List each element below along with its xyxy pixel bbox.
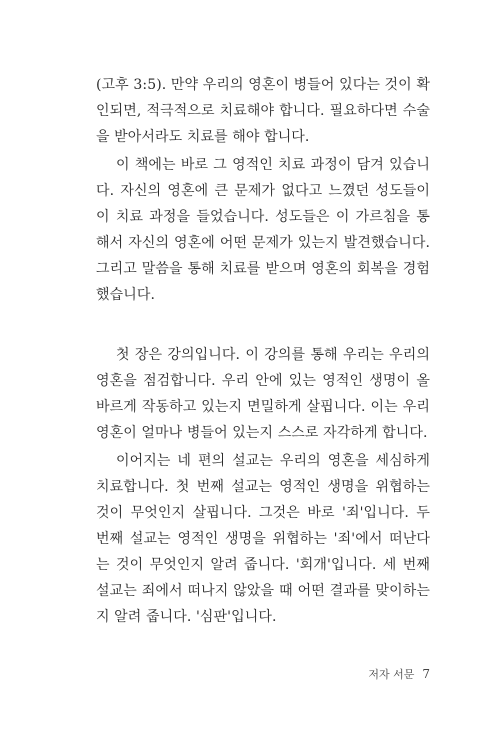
- paragraph: 이어지는 네 편의 설교는 우리의 영혼을 세심하게 치료합니다. 첫 번째 설교는 영적인 생명을 위협하는 것이 무엇인지 살핍니다. 그것은 바로 '죄'입니다. 두 번째 설교는 영적인 생명을 위협하는 '죄'에서 떠난다는 것이 무엇인지 알려 줍니다. '회개'입니다. 세 번째 설교는 죄에서 떠나지 않았을 때 어떤 결과를 맞이하는지 알려 줍니다. '심판'입니다.: [96, 453, 430, 625]
- running-header-title: 저자 서문: [368, 668, 415, 681]
- page-footer: [368, 666, 430, 682]
- page-number: 7: [422, 667, 430, 681]
- body-section-1: [96, 72, 430, 308]
- paragraph: 첫 장은 강의입니다. 이 강의를 통해 우리는 우리의 영혼을 점검합니다. 우리 안에 있는 영적인 생명이 올바르게 작동하고 있는지 면밀하게 살핍니다. 이는 우리 영혼이 얼마나 병들어 있는지 스스로 자각하게 합니다.: [96, 347, 430, 441]
- paragraph: 이 책에는 바로 그 영적인 치료 과정이 담겨 있습니다. 자신의 영혼에 큰 문제가 없다고 느꼈던 성도들이 이 치료 과정을 들었습니다. 성도들은 이 가르침을 통해서 자신의 영혼에 어떤 문제가 있는지 발견했습니다. 그리고 말씀을 통해 치료를 받으며 영혼의 회복을 경험했습니다.: [96, 157, 430, 303]
- body-section-2: [96, 342, 430, 630]
- paragraph: (고후 3:5). 만약 우리의 영혼이 병들어 있다는 것이 확인되면, 적극적으로 치료해야 합니다. 필요하다면 수술을 받아서라도 치료를 해야 합니다.: [96, 77, 430, 145]
